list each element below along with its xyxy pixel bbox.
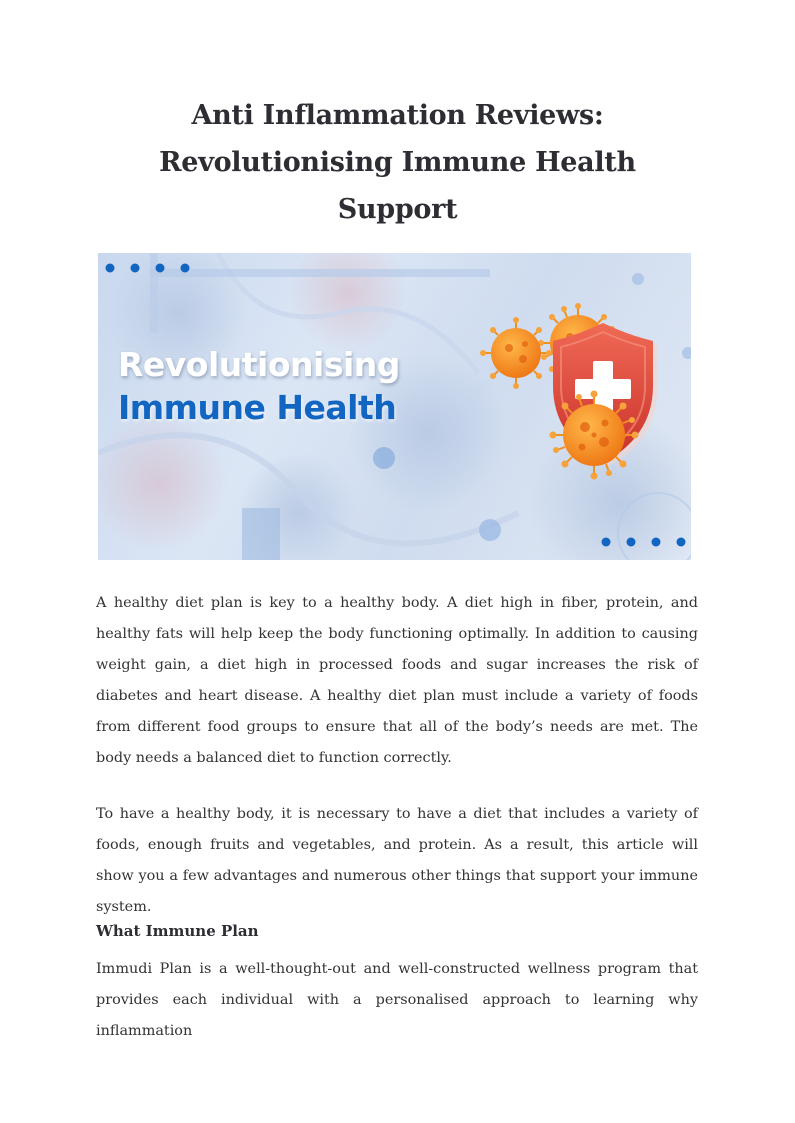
title-line-3: Support: [337, 194, 458, 225]
hero-headline-line-2: Immune Health: [118, 388, 397, 427]
paragraph-intro: A healthy diet plan is key to a healthy body. A diet high in fiber, protein, and healthy fats will help keep the body functioning optimally. In addition to causing weight gain, a diet high in processed foods and sugar increases the risk of diabetes and heart disease. A healthy diet plan must include a variety of foods from different food groups to ensure that all of the body’s needs are met. The body needs a balanced diet to function correctly.: [96, 595, 698, 766]
paragraph-healthy-body: To have a healthy body, it is necessary to have a diet that includes a variety of foods, enough fruits and vegetables, and protein. As a result, this article will show you a few advantages and numerous other things that support your immune system.: [96, 806, 698, 915]
virus-icon: [480, 317, 552, 389]
hero-headline-line-1: Revolutionising: [118, 345, 400, 384]
virus-icon: [550, 391, 639, 480]
page-title: [96, 92, 699, 233]
section-heading: What Immune Plan: [96, 922, 259, 940]
title-line-1: Anti Inflammation Reviews:: [191, 100, 604, 131]
paragraph-immune-plan: Immudi Plan is a well-thought-out and well-constructed wellness program that provides each individual with a personalised approach to learning why inflammation: [96, 961, 698, 1039]
title-line-2: Revolutionising Immune Health: [159, 147, 636, 178]
hero-image: [98, 253, 691, 560]
